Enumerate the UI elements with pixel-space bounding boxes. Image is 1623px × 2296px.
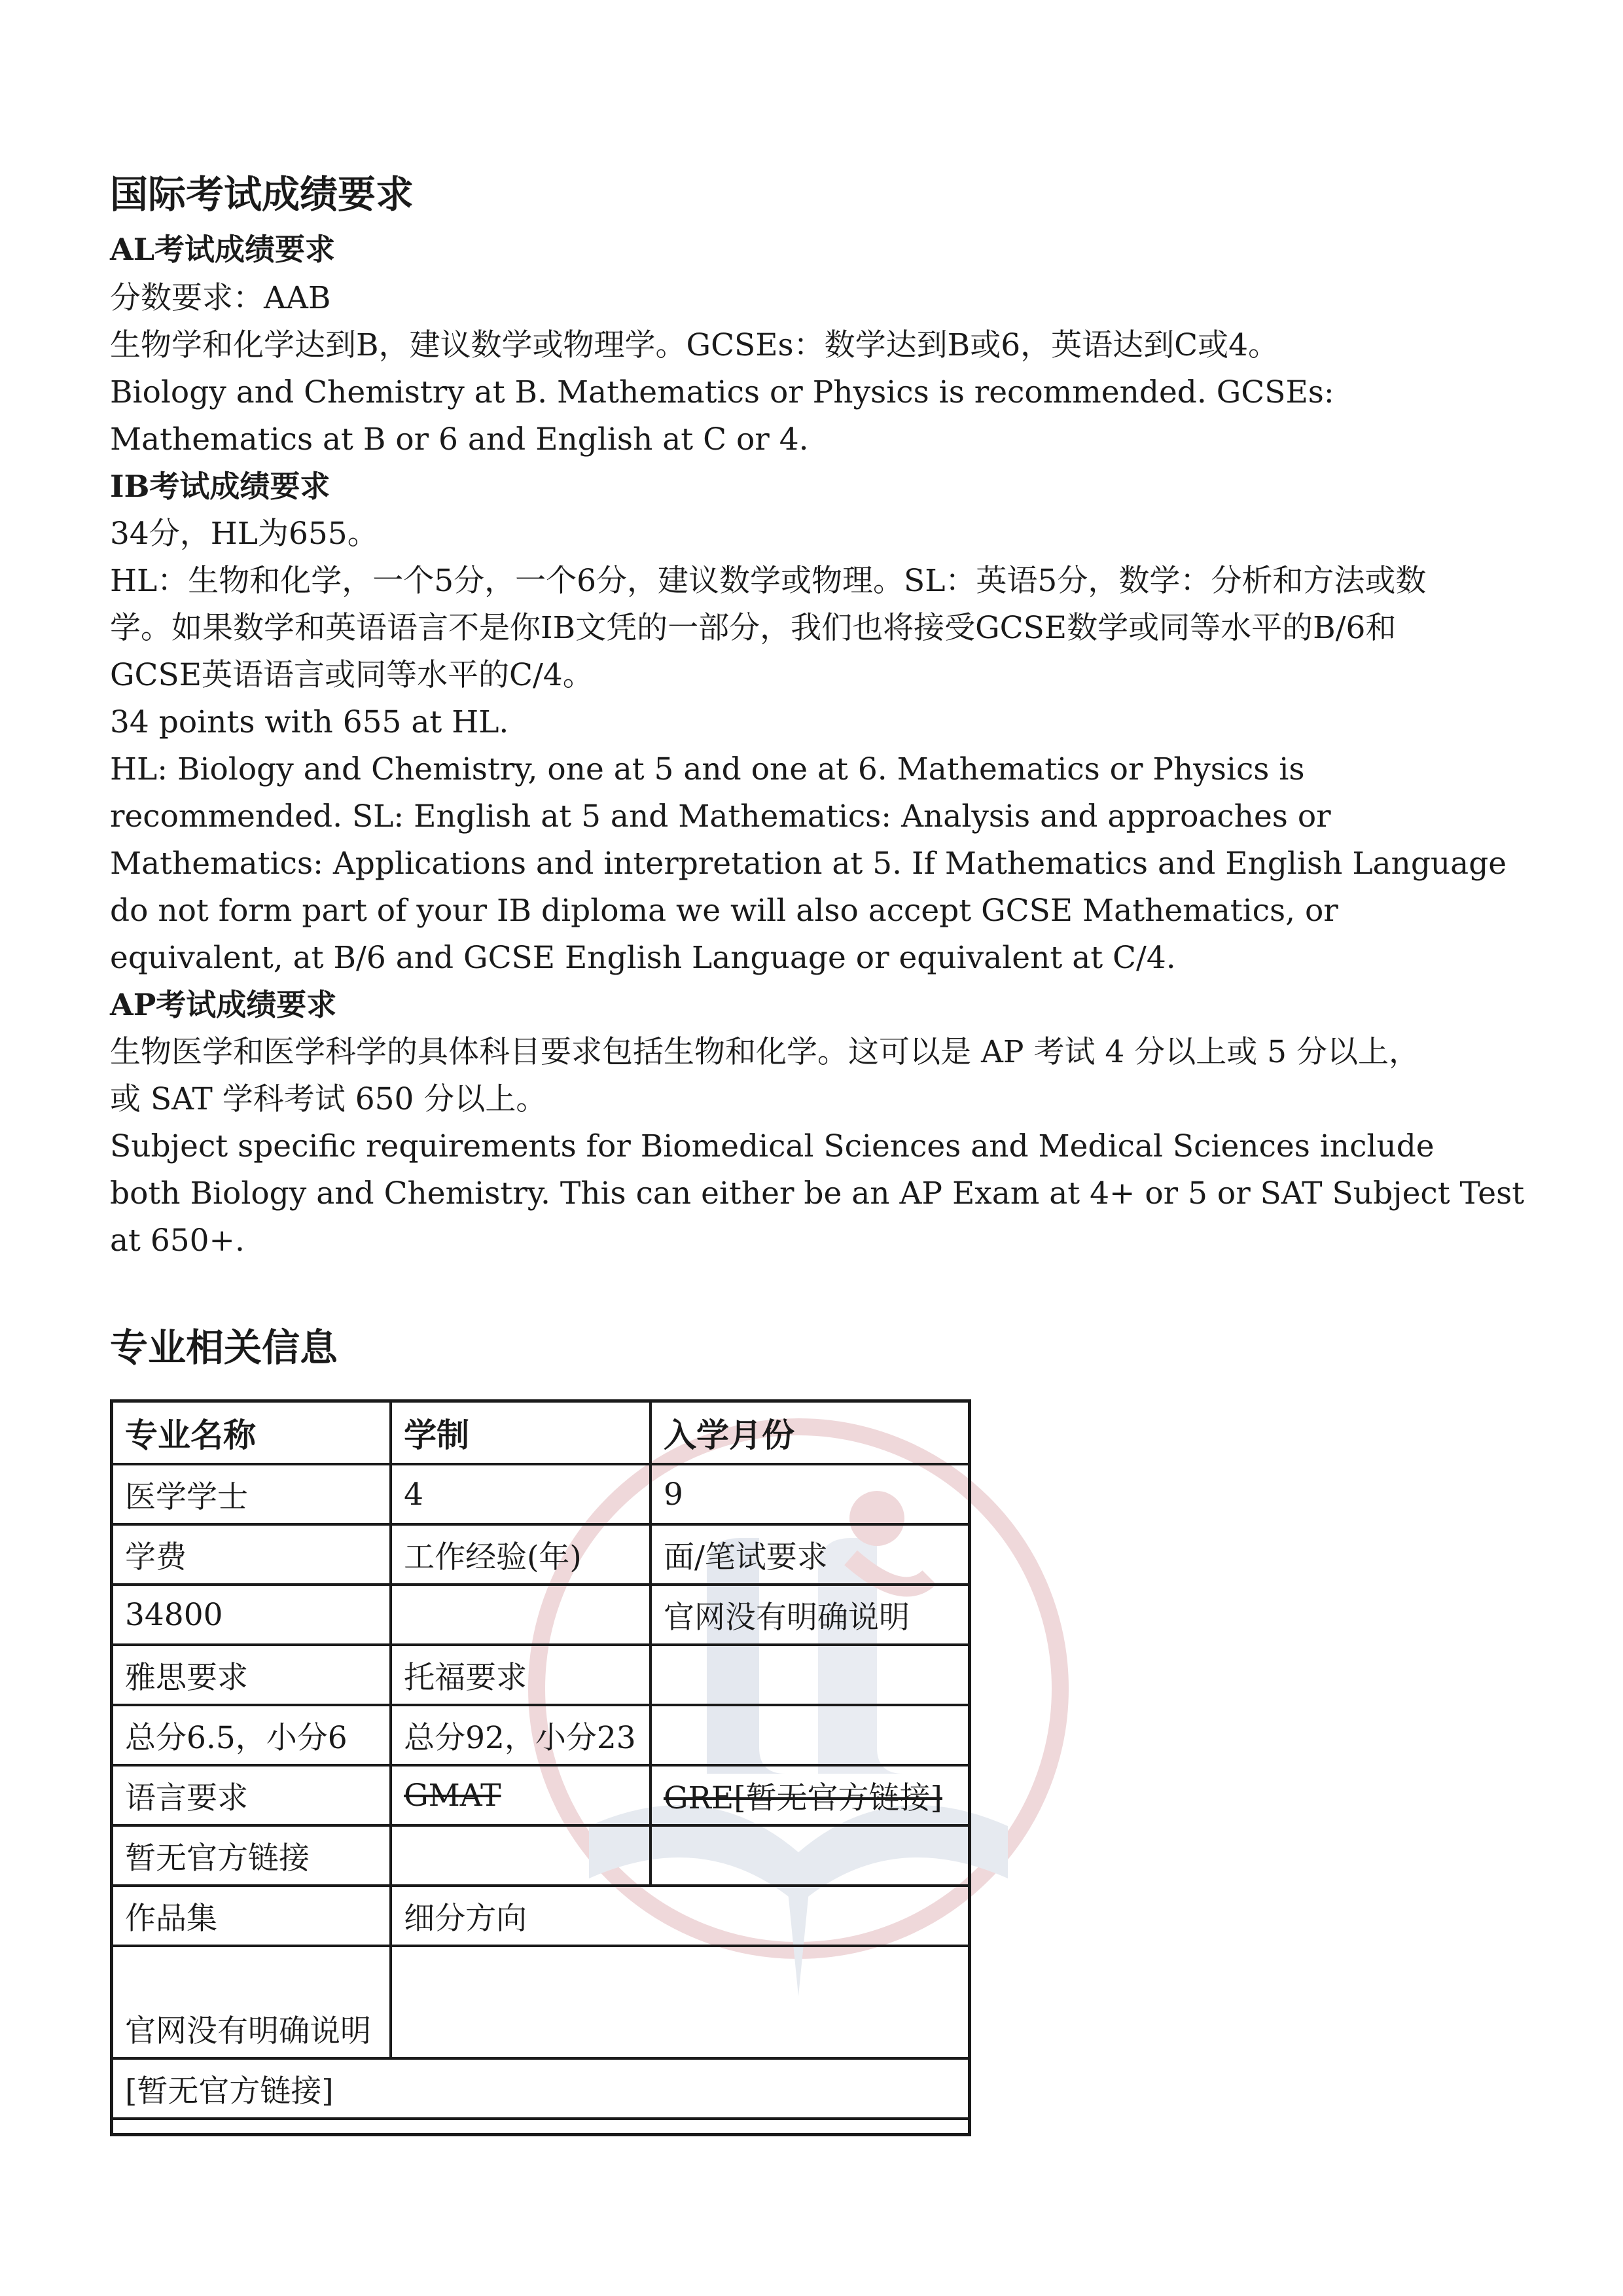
al-english-line-2: Mathematics at B or 6 and English at C or 4. (110, 422, 809, 457)
header-program-name: 专业名称 (112, 1401, 391, 1465)
section-title-exam-requirements: 国际考试成绩要求 (110, 172, 414, 217)
cell-work-experience (391, 1585, 651, 1645)
table-row (112, 1705, 970, 1765)
ib-chinese-line-2: 学。如果数学和英语语言不是你IB文凭的一部分，我们也将接受GCSE数学或同等水平的B/6和 (110, 610, 1397, 646)
cell-empty (112, 2119, 970, 2135)
table-row (112, 1946, 970, 2058)
cell-empty (651, 1645, 970, 1705)
cell-empty (651, 1705, 970, 1765)
cell-intake-month: 9 (651, 1464, 970, 1524)
label-portfolio: 作品集 (112, 1886, 391, 1946)
ib-chinese-line-1: HL：生物和化学，一个5分，一个6分，建议数学或物理。SL：英语5分，数学：分析和方法或数 (110, 563, 1427, 599)
al-heading: AL考试成绩要求 (110, 232, 336, 267)
table-row (112, 1886, 970, 1946)
table-row (112, 1645, 970, 1705)
label-gmat: GMAT (391, 1765, 651, 1825)
label-ielts: 雅思要求 (112, 1645, 391, 1705)
table-header-row (112, 1401, 970, 1465)
label-toefl: 托福要求 (391, 1645, 651, 1705)
table-row (112, 2058, 970, 2119)
cell-interview-requirement: 官网没有明确说明 (651, 1585, 970, 1645)
cell-language-link: 暂无官方链接 (112, 1825, 391, 1886)
ib-chinese-line-3: GCSE英语语言或同等水平的C/4。 (110, 657, 594, 693)
table-row (112, 1585, 970, 1645)
cell-program-name: 医学学士 (112, 1464, 391, 1524)
cell-tuition: 34800 (112, 1585, 391, 1645)
ib-english-line-5: equivalent, at B/6 and GCSE English Language or equivalent at C/4. (110, 940, 1176, 976)
cell-ielts: 总分6.5，小分6 (112, 1705, 391, 1765)
label-gre: GRE[暂无官方链接] (651, 1765, 970, 1825)
label-work-experience: 工作经验(年) (391, 1524, 651, 1585)
ib-english-line-2: recommended. SL: English at 5 and Mathematics: Analysis and approaches or (110, 798, 1331, 834)
label-interview-requirement: 面/笔试要求 (651, 1524, 970, 1585)
table-row (112, 1825, 970, 1886)
ap-english-line-2: both Biology and Chemistry. This can either be an AP Exam at 4+ or 5 or SAT Subject Test (110, 1175, 1525, 1211)
ib-english-line-4: do not form part of your IB diploma we will also accept GCSE Mathematics, or (110, 893, 1338, 929)
ib-score: 34分，HL为655。 (110, 516, 378, 552)
table-row (112, 2119, 970, 2135)
label-specialization: 细分方向 (391, 1886, 969, 1946)
ap-english-line-1: Subject specific requirements for Biomedical Sciences and Medical Sciences include (110, 1128, 1435, 1164)
cell-portfolio: 官网没有明确说明 (112, 1946, 391, 2058)
header-duration: 学制 (391, 1401, 651, 1465)
table-row (112, 1524, 970, 1585)
al-chinese-text: 生物学和化学达到B，建议数学或物理学。GCSEs：数学达到B或6，英语达到C或4。 (110, 327, 1279, 363)
program-info-table (110, 1399, 971, 2136)
ap-chinese-line-2: 或 SAT 学科考试 650 分以上。 (110, 1081, 547, 1117)
table-row (112, 1765, 970, 1825)
label-tuition: 学费 (112, 1524, 391, 1585)
ap-heading: AP考试成绩要求 (110, 987, 337, 1022)
section-title-program-info: 专业相关信息 (110, 1325, 338, 1370)
al-english-line-1: Biology and Chemistry at B. Mathematics or Physics is recommended. GCSEs: (110, 374, 1334, 410)
ib-english-line-1: HL: Biology and Chemistry, one at 5 and one at 6. Mathematics or Physics is (110, 751, 1305, 787)
cell-specialization (391, 1946, 969, 2058)
cell-portfolio-link: [暂无官方链接] (112, 2058, 970, 2119)
cell-gre (651, 1825, 970, 1886)
ap-chinese-line-1: 生物医学和医学科学的具体科目要求包括生物和化学。这可以是 AP 考试 4 分以上或 5 分以上， (110, 1034, 1420, 1070)
cell-toefl: 总分92，小分23 (391, 1705, 651, 1765)
ap-english-line-3: at 650+. (110, 1223, 245, 1259)
al-score: 分数要求：AAB (110, 280, 331, 316)
label-language-requirement: 语言要求 (112, 1765, 391, 1825)
ib-english-line-0: 34 points with 655 at HL. (110, 704, 509, 740)
ib-heading: IB考试成绩要求 (110, 469, 330, 504)
cell-duration: 4 (391, 1464, 651, 1524)
cell-gmat (391, 1825, 651, 1886)
header-intake-month: 入学月份 (651, 1401, 970, 1465)
table-row (112, 1464, 970, 1524)
ib-english-line-3: Mathematics: Applications and interpretation at 5. If Mathematics and English Language (110, 846, 1507, 882)
